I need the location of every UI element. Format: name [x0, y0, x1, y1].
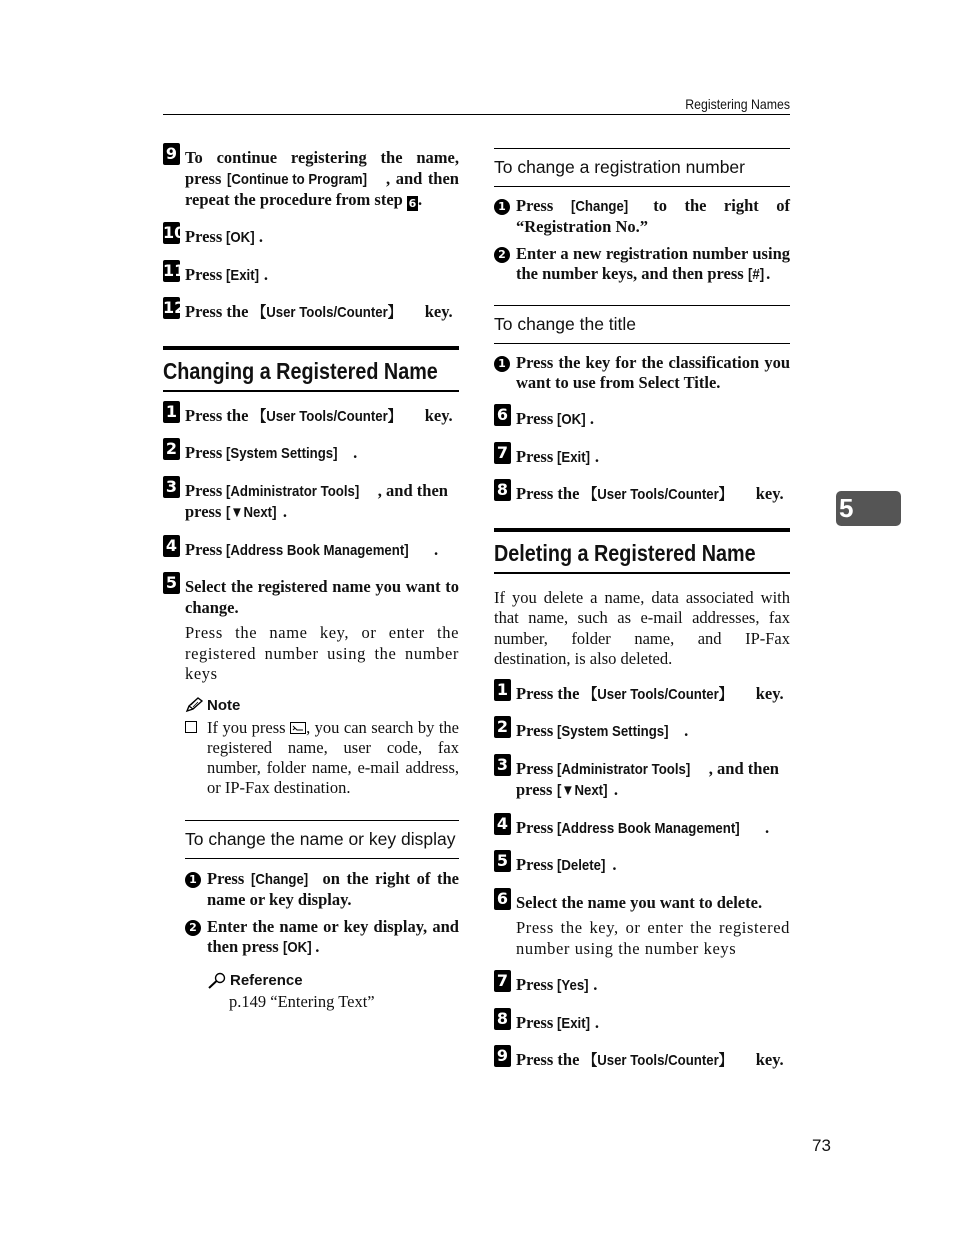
step-2: 2 Press [System Settings] .	[163, 443, 459, 465]
search-key-icon	[290, 722, 306, 734]
header-rule	[163, 114, 790, 115]
key-label: [Exit]	[226, 266, 260, 284]
note-heading: Note	[163, 697, 459, 714]
step-6: 6 Select the name you want to delete.	[494, 893, 790, 914]
step-number: 10	[163, 223, 186, 242]
substep-1: 1 Press [Change] on the right of the name or key display.	[185, 869, 459, 910]
step-10: 10 Press [OK] .	[163, 227, 459, 249]
substep-number: 2	[494, 247, 510, 263]
key-label: 【User Tools/Counter】	[583, 1052, 732, 1069]
substep-number: 1	[494, 356, 510, 372]
substep-2: 2 Enter a new registration number using the number keys, and then press [#] .	[494, 244, 790, 285]
key-label: [Exit]	[557, 448, 591, 466]
key-label: 【User Tools/Counter】	[583, 486, 732, 503]
substep-2: 2 Enter the name or key display, and then press [OK] .	[185, 917, 459, 958]
intro-paragraph: If you delete a name, data associated with that name, such as e-mail addresses, fax number, folder name, and IP-Fax destination, is also deleted.	[494, 587, 790, 668]
key-label: [OK]	[557, 411, 587, 428]
right-column	[494, 148, 790, 1072]
key-label: [▼Next]	[225, 504, 276, 521]
key-label: 【User Tools/Counter】	[252, 407, 401, 425]
section-title-deleting: Deleting a Registered Name	[494, 528, 790, 574]
step-3: 3 Press [Administrator Tools] , and then press [▼Next] .	[494, 759, 790, 802]
step-5: 5 Press [Delete] .	[494, 855, 790, 877]
step-number: 9	[163, 143, 180, 165]
key-label: [OK]	[226, 229, 256, 246]
sub-heading-title: To change the title	[494, 305, 790, 344]
step-12: 12 Press the 【User Tools/Counter】 key.	[163, 302, 459, 324]
step-number: 5	[494, 850, 511, 872]
step-number: 11	[163, 260, 186, 280]
reference-text: p.149 “Entering Text”	[229, 991, 375, 1011]
sub-heading-registration-number: To change a registration number	[494, 148, 790, 187]
step-7: 7 Press [Exit] .	[494, 447, 790, 469]
key-label: [Administrator Tools]	[557, 760, 691, 778]
step-7: 7 Press [Yes] .	[494, 975, 790, 997]
key-label: [Change]	[570, 198, 628, 215]
step-3: 3 Press [Administrator Tools] , and then press [▼Next] .	[163, 481, 459, 524]
key-label: [Address Book Management]	[226, 541, 410, 559]
checkbox-bullet-icon	[185, 721, 197, 733]
step-reference-icon: 6	[408, 197, 417, 210]
step-number: 5	[163, 572, 180, 594]
substep-number: 2	[185, 920, 201, 936]
step-number: 8	[494, 479, 511, 501]
step-number: 4	[163, 535, 180, 557]
step-8: 8 Press the 【User Tools/Counter】 key.	[494, 484, 790, 506]
step-number: 7	[494, 442, 511, 464]
step-11: 11 Press [Exit] .	[163, 265, 459, 287]
key-label: [Exit]	[557, 1014, 591, 1032]
substep-number: 1	[185, 872, 201, 888]
step-number: 2	[494, 716, 511, 738]
section-title-changing: Changing a Registered Name	[163, 346, 459, 392]
key-label: [Administrator Tools]	[226, 482, 360, 500]
key-label: [Address Book Management]	[557, 819, 741, 837]
key-label: [System Settings]	[557, 723, 669, 740]
step-number: 1	[163, 401, 180, 423]
key-label: 【User Tools/Counter】	[252, 304, 401, 321]
substep-number: 1	[494, 199, 510, 215]
key-label: [▼Next]	[556, 782, 607, 799]
step-number: 2	[163, 438, 180, 460]
step-4: 4 Press [Address Book Management] .	[494, 818, 790, 840]
step-6-body: Press the key, or enter the registered number using the number keys	[516, 918, 790, 958]
pencil-icon	[185, 697, 203, 713]
step-6: 6 Press [OK] .	[494, 409, 790, 431]
key-label: [Continue to Program]	[226, 170, 367, 188]
step-number: 8	[494, 1008, 511, 1030]
step-number: 6	[494, 404, 511, 426]
step-4: 4 Press [Address Book Management] .	[163, 540, 459, 562]
step-number: 12	[163, 298, 186, 317]
key-label: 【User Tools/Counter】	[583, 685, 732, 703]
step-8: 8 Press [Exit] .	[494, 1013, 790, 1035]
key-label: [#]	[747, 266, 764, 283]
sub-heading-name-key: To change the name or key display	[185, 820, 459, 859]
step-number: 4	[494, 813, 511, 835]
key-label: [Yes]	[557, 977, 589, 994]
step-number: 3	[163, 476, 180, 498]
key-label: [Change]	[250, 870, 309, 888]
key-label: [Delete]	[557, 857, 606, 874]
step-number: 7	[494, 970, 511, 992]
reference-heading: Reference	[163, 972, 459, 990]
step-1: 1 Press the 【User Tools/Counter】 key.	[163, 406, 459, 428]
key-label: [OK]	[282, 938, 312, 956]
step-number: 6	[494, 888, 511, 910]
step-5-body: Press the name key, or enter the registered number using the number keys	[185, 623, 459, 683]
step-2: 2 Press [System Settings] .	[494, 721, 790, 743]
step-5: 5 Select the registered name you want to change.	[163, 577, 459, 618]
chapter-tab: 5	[836, 491, 901, 526]
note-item: If you press , you can search by the registered name, user code, fax number, folder name, e-mail address, or IP-Fax destination.	[163, 718, 459, 798]
running-head: Registering Names	[685, 96, 790, 112]
magnifier-icon	[207, 972, 227, 990]
step-9: 9 To continue registering the name, press [Continue to Program] , and then repeat the procedure from step 6 .	[163, 148, 459, 211]
substep-1: 1 Press the key for the classification you want to use from Select Title.	[494, 353, 790, 393]
step-number: 9	[494, 1045, 511, 1067]
step-number: 1	[494, 679, 511, 701]
step-9: 9 Press the 【User Tools/Counter】 key.	[494, 1050, 790, 1072]
left-column	[163, 144, 459, 1012]
substep-1: 1 Press [Change] to the right of “Registration No.”	[494, 196, 790, 237]
step-number: 3	[494, 754, 511, 776]
step-1: 1 Press the 【User Tools/Counter】 key.	[494, 684, 790, 706]
page-number: 73	[812, 1136, 831, 1155]
key-label: [System Settings]	[226, 445, 338, 462]
